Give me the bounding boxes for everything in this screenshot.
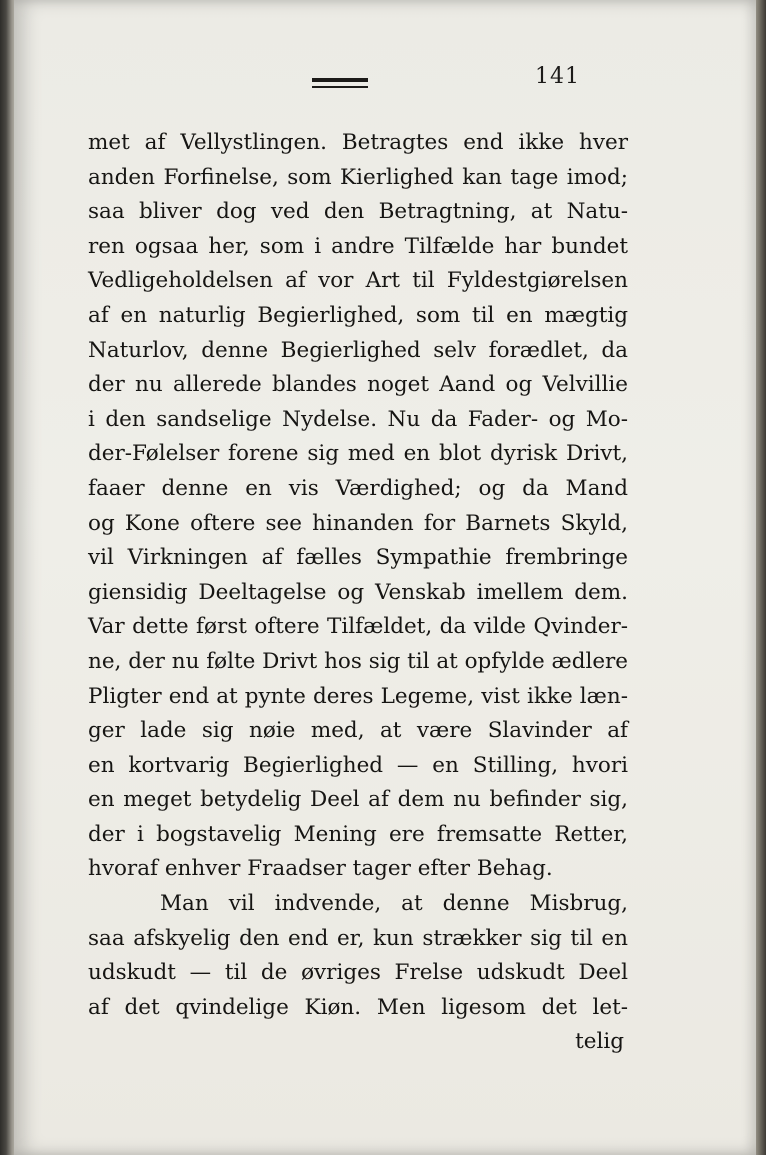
text-line: ren ogsaa her, som i andre Tilfælde har bundet	[88, 233, 628, 259]
text-line: en kortvarig Begierlighed — en Stilling, hvori	[88, 752, 628, 778]
running-head-rule	[312, 78, 368, 88]
text-line: hvoraf enhver Fraadser tager efter Behag.	[88, 856, 553, 882]
text-line: ger lade sig nøie med, at være Slavinder af	[88, 718, 628, 744]
catchword: telig	[575, 1029, 624, 1055]
text-line: og Kone oftere see hinanden for Barnets Skyld,	[88, 510, 628, 536]
text-line: Vedligeholdelsen af vor Art til Fyldestgiørelsen	[88, 268, 628, 294]
text-line: der i bogstavelig Mening ere fremsatte Retter,	[88, 821, 628, 847]
text-line: vil Virkningen af fælles Sympathie frembringe	[88, 545, 628, 571]
text-line: saa bliver dog ved den Betragtning, at Natu-	[88, 199, 628, 225]
text-line: af det qvindelige Kiøn. Men ligesom det let-	[88, 994, 628, 1020]
text-line: faaer denne en vis Værdighed; og da Mand	[88, 475, 628, 501]
text-line: i den sandselige Nydelse. Nu da Fader- og Mo-	[88, 406, 628, 432]
text-line: Naturlov, denne Begierlighed selv forædlet, da	[88, 337, 628, 363]
paragraph-first-line: Man vil indvende, at denne Misbrug,	[160, 891, 628, 917]
text-line: met af Vellystlingen. Betragtes end ikke hver	[88, 130, 628, 155]
text-line: Var dette først oftere Tilfældet, da vilde Qvinder-	[88, 614, 628, 640]
text-line: af en naturlig Begierlighed, som til en mægtig	[88, 302, 628, 328]
text-line: Pligter end at pynte deres Legeme, vist ikke læn-	[88, 683, 628, 709]
text-line: saa afskyelig den end er, kun strækker sig til en	[88, 925, 628, 951]
text-line: der nu allerede blandes noget Aand og Velvillie	[88, 372, 628, 398]
text-line: en meget betydelig Deel af dem nu befinder sig,	[88, 787, 628, 813]
text-line: ne, der nu følte Drivt hos sig til at opfylde ædlere	[88, 648, 628, 674]
page-number: 141	[535, 64, 580, 89]
body-text	[88, 126, 628, 1060]
text-line: udskudt — til de øvriges Frelse udskudt Deel	[88, 960, 628, 986]
text-line: giensidig Deeltagelse og Venskab imellem dem.	[88, 579, 628, 605]
text-line: der-Følelser forene sig med en blot dyrisk Drivt,	[88, 441, 628, 467]
text-line: anden Forfinelse, som Kierlighed kan tage imod;	[88, 164, 628, 190]
